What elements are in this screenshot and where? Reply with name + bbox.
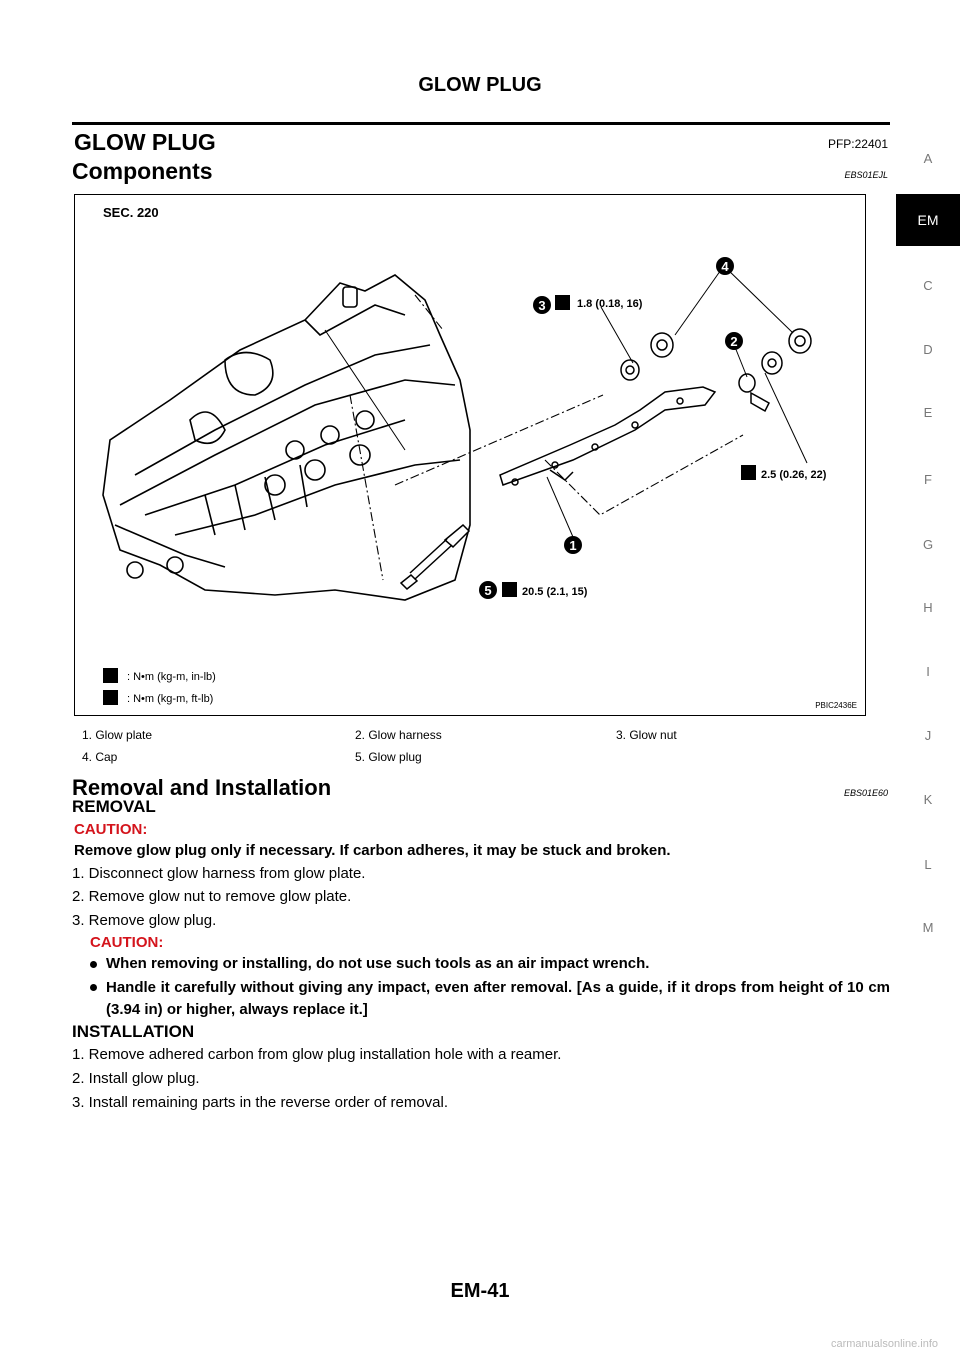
- side-tab-g[interactable]: G: [922, 537, 934, 552]
- page-number: EM-41: [450, 1280, 510, 1302]
- torque-label-harness: 2.5 (0.26, 22): [761, 469, 827, 481]
- pfp-code: PFP:22401: [827, 137, 888, 151]
- side-tab-a[interactable]: A: [923, 151, 933, 166]
- components-title: Components: [72, 158, 213, 184]
- side-tab-j[interactable]: J: [924, 728, 932, 743]
- caution-label-2: CAUTION:: [90, 934, 164, 951]
- caution-label: CAUTION:: [74, 821, 148, 838]
- installation-step: 1. Remove adhered carbon from glow plug installation hole with a reamer.: [72, 1046, 562, 1063]
- torque-label-nut: 1.8 (0.18, 16): [577, 298, 643, 310]
- callout-5: 5: [484, 583, 492, 598]
- installation-step: 2. Install glow plug.: [72, 1070, 200, 1087]
- removal-step: 2. Remove glow nut to remove glow plate.: [72, 888, 352, 905]
- side-tab-d[interactable]: D: [923, 342, 933, 357]
- callout-3: 3: [538, 298, 546, 313]
- section-title: GLOW PLUG: [74, 129, 216, 155]
- side-tab-em[interactable]: EM: [896, 194, 960, 246]
- callout-1: 1: [569, 538, 577, 553]
- running-head: GLOW PLUG: [418, 74, 542, 96]
- caution-bullet: Handle it carefully without giving any impact, even after removal. [As a guide, if it drops from height of 10 cm (3.94 in) or higher, always replace it.]: [106, 979, 890, 1018]
- removal-installation-title: Removal and Installation: [72, 775, 332, 800]
- legend-item: 4. Cap: [82, 750, 118, 764]
- sec-label: SEC. 220: [103, 205, 159, 220]
- legend-item: 2. Glow harness: [355, 728, 442, 742]
- installation-heading: INSTALLATION: [72, 1022, 195, 1041]
- top-rule: [72, 122, 890, 125]
- side-tab-k[interactable]: K: [923, 792, 933, 807]
- removal-step: 1. Disconnect glow harness from glow plate.: [72, 865, 366, 882]
- legend-inlb: : N•m (kg-m, in-lb): [127, 671, 216, 683]
- callout-2: 2: [730, 334, 738, 349]
- callout-4: 4: [721, 259, 729, 274]
- removal-step: 3. Remove glow plug.: [72, 912, 217, 929]
- bullet-dot: [90, 961, 97, 968]
- installation-step: 3. Install remaining parts in the reverse order of removal.: [72, 1094, 449, 1111]
- legend-item: 3. Glow nut: [616, 728, 677, 742]
- components-figure: [74, 194, 866, 716]
- caution-text: Remove glow plug only if necessary. If carbon adheres, it may be stuck and broken.: [74, 842, 671, 859]
- engine-illustration: [75, 195, 865, 715]
- caution-bullet: When removing or installing, do not use such tools as an air impact wrench.: [106, 955, 650, 972]
- side-tab-h[interactable]: H: [923, 600, 933, 615]
- legend-item: 1. Glow plate: [82, 728, 153, 742]
- side-tab-c[interactable]: C: [923, 278, 933, 293]
- bullet-dot: [90, 984, 97, 991]
- footer-watermark[interactable]: carmanualsonline.info: [830, 1338, 938, 1350]
- side-tab-e[interactable]: E: [923, 405, 933, 420]
- figure-ref: PBIC2436E: [815, 701, 857, 710]
- side-tab-m[interactable]: M: [922, 920, 934, 935]
- removal-installation-code: EBS01E60: [843, 788, 888, 798]
- side-tab-l[interactable]: L: [924, 857, 932, 872]
- legend-item: 5. Glow plug: [355, 750, 422, 764]
- legend-ftlb: : N•m (kg-m, ft-lb): [127, 693, 214, 705]
- components-code: EBS01EJL: [844, 170, 888, 180]
- side-tab-f[interactable]: F: [924, 472, 932, 487]
- removal-heading: REMOVAL: [72, 797, 156, 816]
- torque-label-plug: 20.5 (2.1, 15): [522, 586, 588, 598]
- side-tab-i[interactable]: I: [926, 664, 930, 679]
